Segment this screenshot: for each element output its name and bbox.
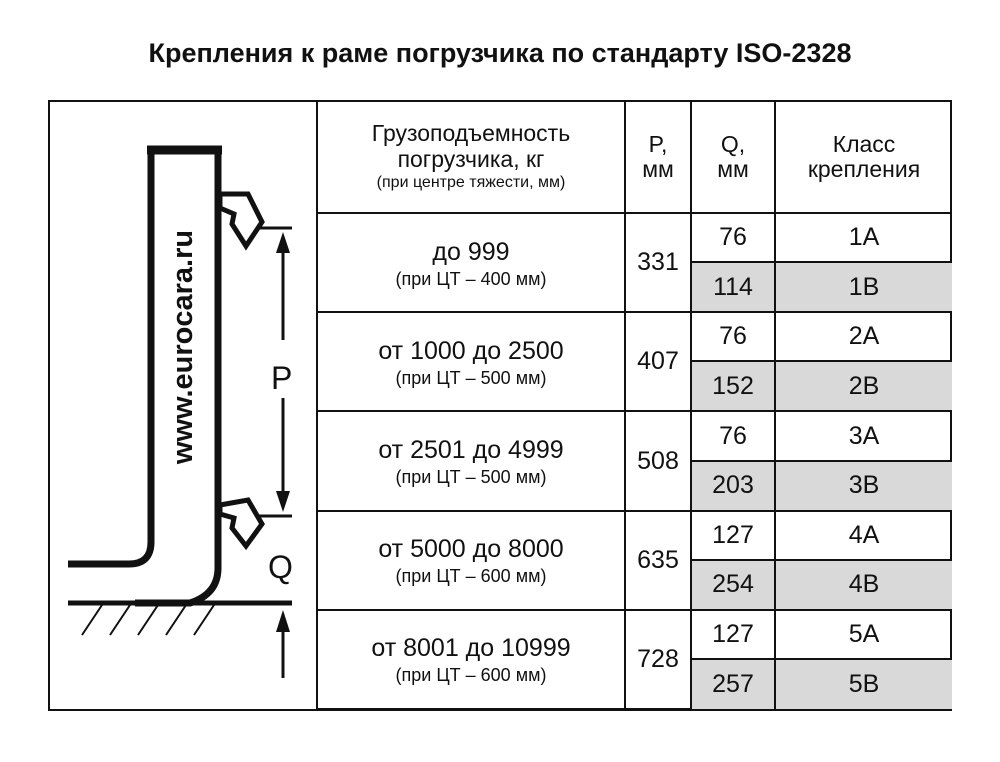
q-value-a: 76 bbox=[691, 213, 775, 262]
p-value: 728 bbox=[625, 610, 691, 709]
capacity-range: до 999 bbox=[432, 237, 510, 266]
p-arrow-upper-head bbox=[276, 232, 290, 253]
class-value-a: 1A bbox=[775, 213, 952, 262]
table-row bbox=[317, 312, 952, 361]
header-p-line1: P, bbox=[648, 130, 668, 157]
capacity-range: от 2501 до 4999 bbox=[378, 436, 564, 465]
p-value: 331 bbox=[625, 213, 691, 312]
p-arrow-lower-head bbox=[276, 491, 290, 512]
capacity-range: от 8001 до 10999 bbox=[371, 634, 571, 663]
class-value-a: 2A bbox=[775, 312, 952, 361]
header-class bbox=[775, 101, 952, 213]
class-value-b: 1B bbox=[775, 262, 952, 312]
header-q-line1: Q, bbox=[720, 130, 746, 157]
class-value-b: 3B bbox=[775, 461, 952, 511]
q-value-a: 127 bbox=[691, 511, 775, 560]
table-row bbox=[317, 610, 952, 659]
ground-hatching bbox=[82, 605, 214, 635]
upper-hook-bar bbox=[220, 194, 262, 246]
spec-table bbox=[316, 101, 952, 710]
class-value-a: 3A bbox=[775, 411, 952, 460]
header-q-line2: мм bbox=[717, 155, 749, 182]
capacity-note: (при ЦТ – 500 мм) bbox=[395, 367, 547, 388]
watermark-text: www.eurocara.ru bbox=[167, 229, 199, 465]
p-value: 635 bbox=[625, 511, 691, 610]
forklift-carriage-diagram bbox=[50, 102, 316, 709]
capacity-note: (при ЦТ – 600 мм) bbox=[395, 566, 547, 587]
header-q bbox=[691, 101, 775, 213]
capacity-note: (при ЦТ – 500 мм) bbox=[395, 467, 547, 488]
header-capacity-line1: Грузоподъемность bbox=[371, 119, 571, 146]
q-value-b: 203 bbox=[691, 461, 775, 511]
p-value: 508 bbox=[625, 411, 691, 510]
header-capacity-note: (при центре тяжести, мм) bbox=[376, 173, 566, 191]
header-capacity bbox=[317, 101, 625, 213]
capacity-range: от 1000 до 2500 bbox=[378, 336, 564, 365]
q-value-b: 257 bbox=[691, 659, 775, 709]
q-label: Q bbox=[268, 549, 293, 585]
header-p-line2: мм bbox=[642, 155, 674, 182]
capacity-cell bbox=[317, 411, 625, 510]
header-capacity-line2: погрузчика, кг bbox=[397, 145, 545, 172]
class-value-a: 4A bbox=[775, 511, 952, 560]
capacity-range: от 5000 до 8000 bbox=[378, 535, 564, 564]
capacity-note: (при ЦТ – 400 мм) bbox=[395, 268, 547, 289]
class-value-b: 2B bbox=[775, 361, 952, 411]
table-row bbox=[317, 411, 952, 460]
fork-profile-outer bbox=[68, 150, 151, 564]
capacity-note: (при ЦТ – 600 мм) bbox=[395, 665, 547, 686]
capacity-cell bbox=[317, 610, 625, 709]
q-value-b: 152 bbox=[691, 361, 775, 411]
q-arrow-head bbox=[276, 610, 290, 632]
q-value-a: 76 bbox=[691, 312, 775, 361]
header-p bbox=[625, 101, 691, 213]
p-label: P bbox=[271, 360, 293, 396]
capacity-cell bbox=[317, 312, 625, 411]
class-value-a: 5A bbox=[775, 610, 952, 659]
class-value-b: 5B bbox=[775, 659, 952, 709]
q-value-b: 254 bbox=[691, 560, 775, 610]
q-value-b: 114 bbox=[691, 262, 775, 312]
capacity-cell bbox=[317, 213, 625, 312]
page-title: Крепления к раме погрузчика по стандарту ISO-2328 bbox=[148, 38, 852, 68]
q-value-a: 76 bbox=[691, 411, 775, 460]
table-row bbox=[317, 213, 952, 262]
table-row bbox=[317, 511, 952, 560]
capacity-cell bbox=[317, 511, 625, 610]
header-class-line1: Класс bbox=[832, 130, 896, 157]
p-value: 407 bbox=[625, 312, 691, 411]
lower-hook-bar bbox=[220, 500, 262, 546]
class-value-b: 4B bbox=[775, 560, 952, 610]
table-header-row bbox=[317, 101, 952, 213]
header-class-line2: крепления bbox=[807, 155, 921, 182]
q-value-a: 127 bbox=[691, 610, 775, 659]
